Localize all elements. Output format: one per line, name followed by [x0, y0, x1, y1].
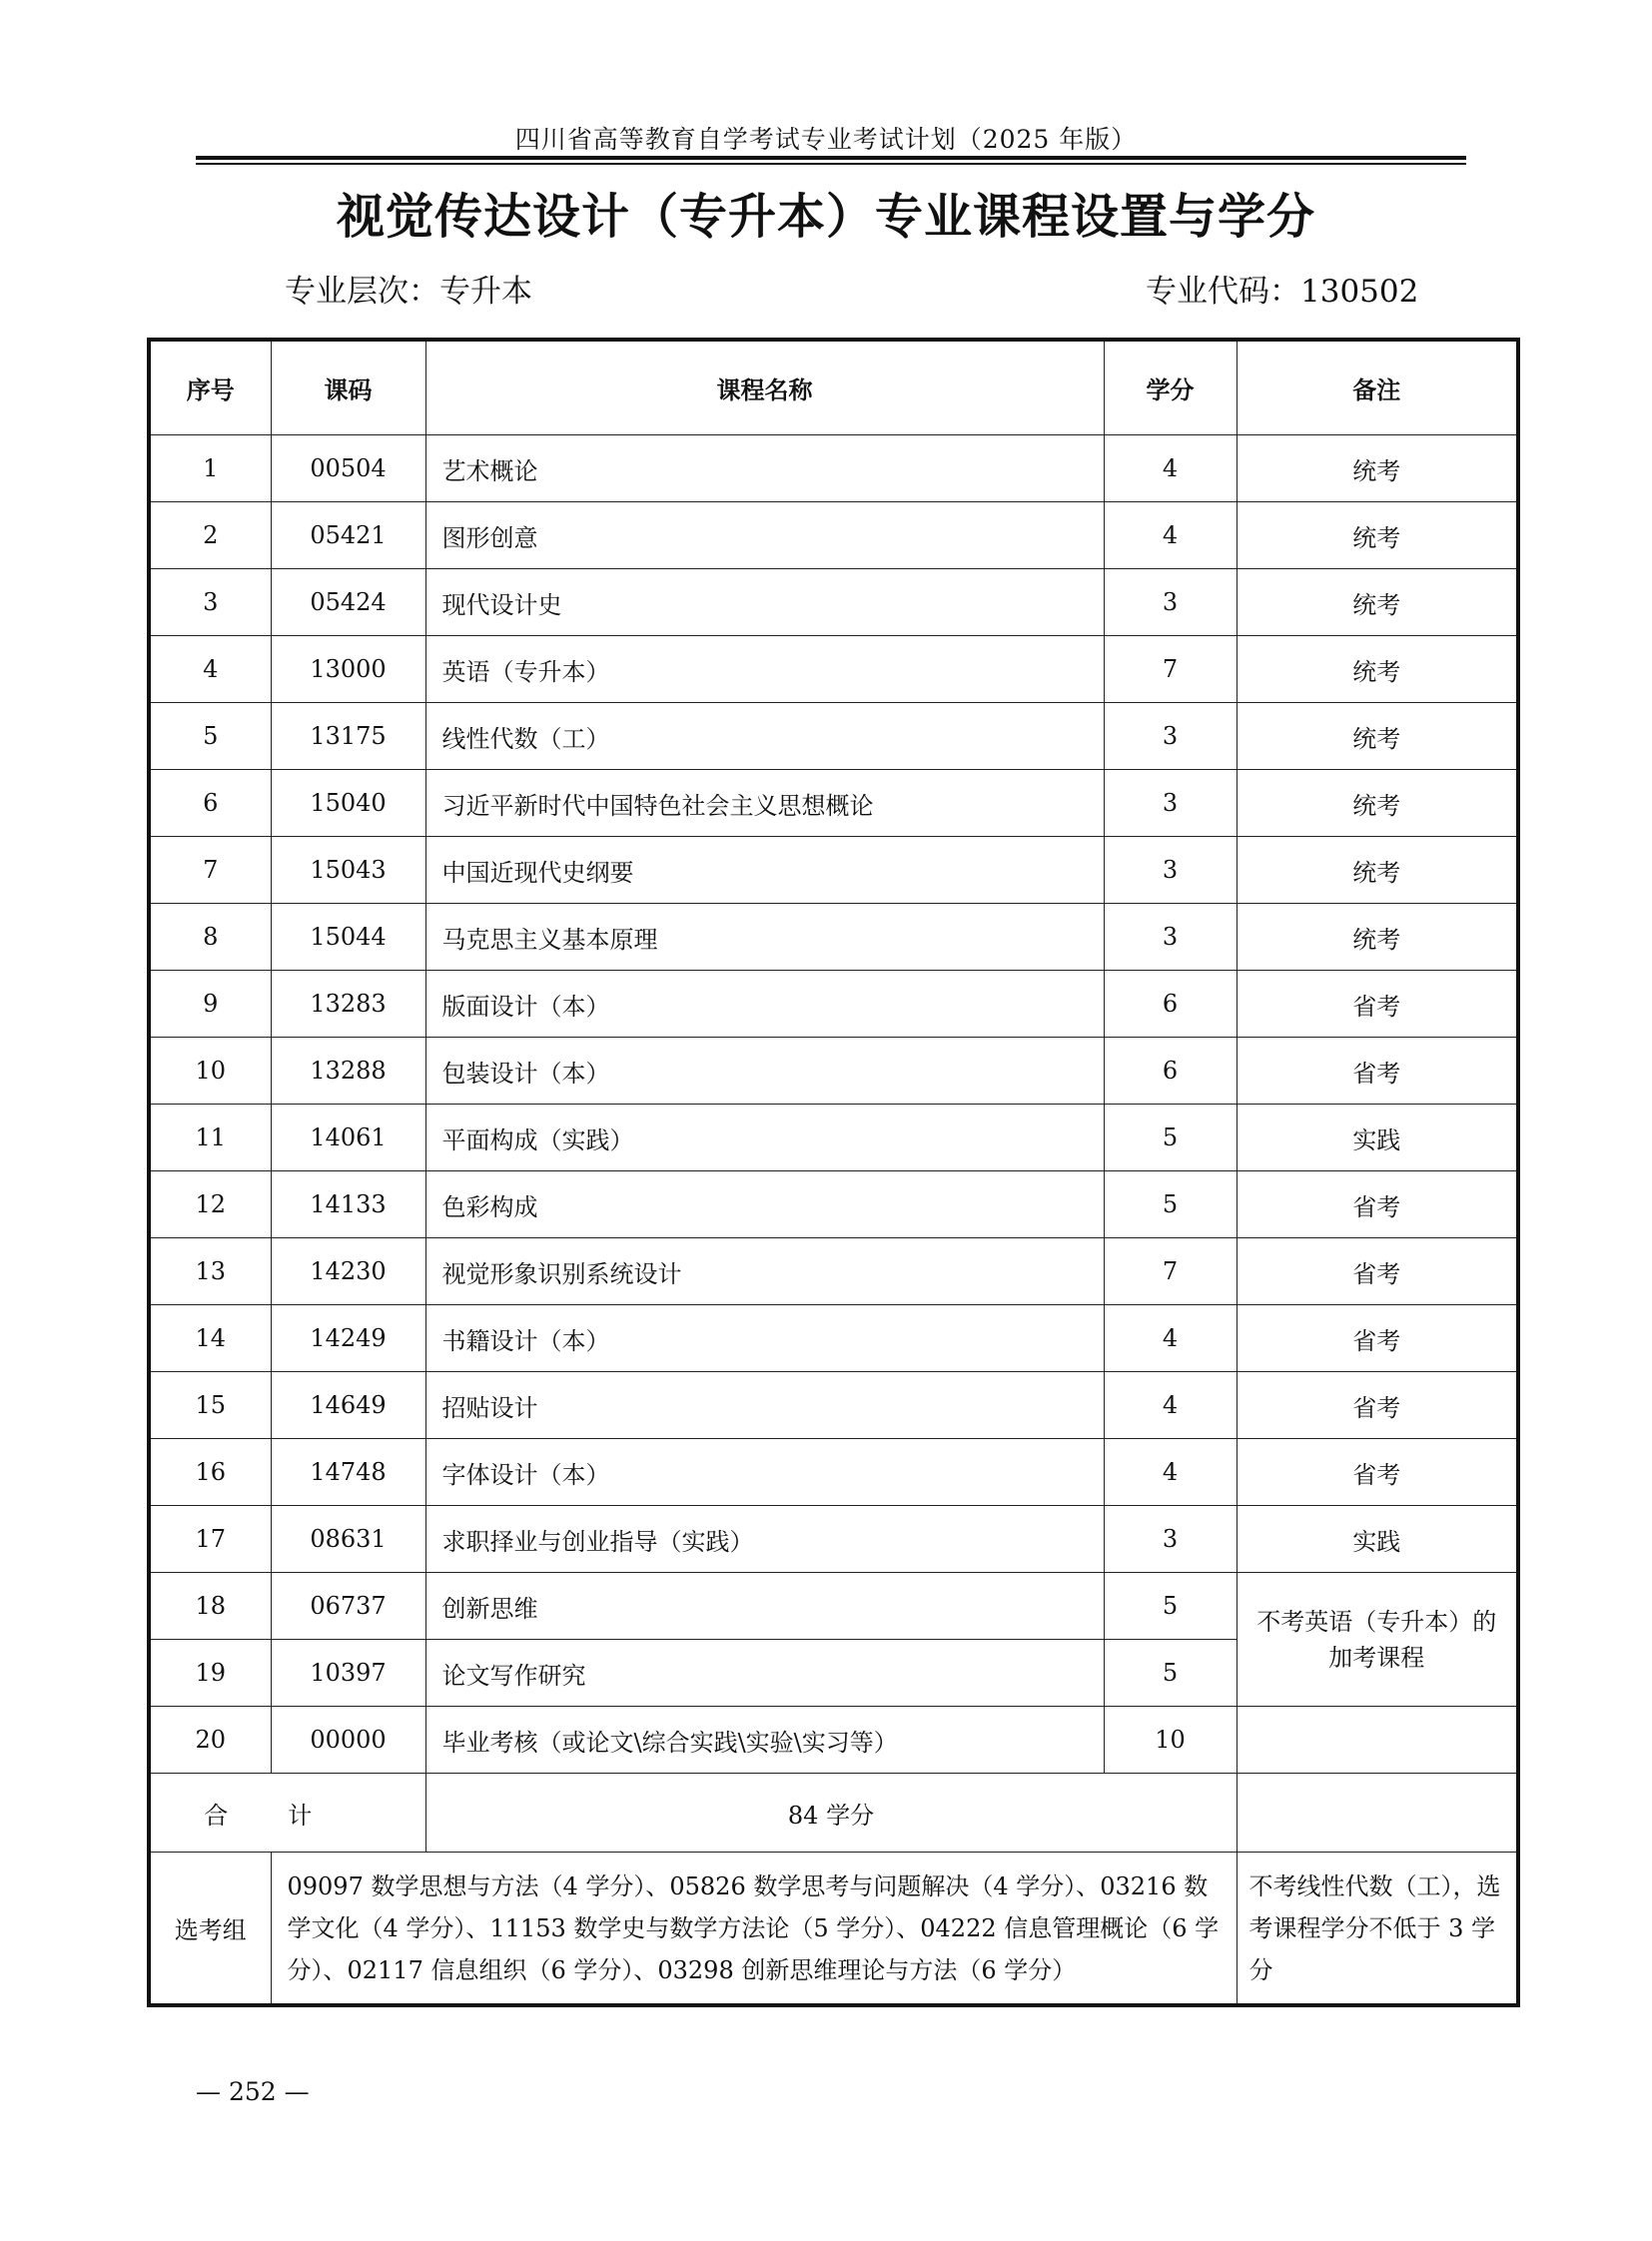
cell-note: 统考 [1237, 837, 1518, 904]
cell-code: 05424 [271, 569, 425, 636]
cell-name: 马克思主义基本原理 [425, 904, 1104, 971]
major-code [1146, 266, 1418, 311]
cell-code: 13000 [271, 636, 425, 703]
cell-credit: 6 [1104, 971, 1237, 1038]
cell-code: 15043 [271, 837, 425, 904]
cell-note-merged: 不考英语（专升本）的加考课程 [1237, 1573, 1518, 1707]
total-label: 合计 [149, 1774, 425, 1853]
major-code-value: 130502 [1300, 274, 1419, 310]
cell-note: 省考 [1237, 1171, 1518, 1238]
cell-note [1237, 1707, 1518, 1774]
cell-credit: 10 [1104, 1707, 1237, 1774]
cell-no: 14 [149, 1305, 271, 1372]
major-level-value: 专升本 [439, 274, 532, 310]
cell-no: 1 [149, 435, 271, 502]
elective-note: 不考线性代数（工），选考课程学分不低于 3 学分 [1237, 1853, 1518, 2006]
cell-no: 2 [149, 502, 271, 569]
cell-name: 英语（专升本） [425, 636, 1104, 703]
cell-note: 省考 [1237, 971, 1518, 1038]
cell-no: 4 [149, 636, 271, 703]
total-value: 84 学分 [425, 1774, 1237, 1853]
cell-no: 3 [149, 569, 271, 636]
cell-name: 艺术概论 [425, 435, 1104, 502]
cell-code: 14230 [271, 1238, 425, 1305]
cell-no: 11 [149, 1105, 271, 1171]
cell-note: 统考 [1237, 502, 1518, 569]
cell-no: 20 [149, 1707, 271, 1774]
elective-label: 选考组 [149, 1853, 271, 2006]
table-row [149, 1038, 1518, 1105]
course-table [147, 338, 1520, 2007]
page-title: 视觉传达设计（专升本）专业课程设置与学分 [336, 189, 1315, 245]
cell-code: 06737 [271, 1573, 425, 1640]
cell-name: 图形创意 [425, 502, 1104, 569]
cell-name: 版面设计（本） [425, 971, 1104, 1038]
cell-name: 习近平新时代中国特色社会主义思想概论 [425, 770, 1104, 837]
table-row [149, 1372, 1518, 1439]
cell-code: 14649 [271, 1372, 425, 1439]
table-row [149, 1105, 1518, 1171]
cell-credit: 5 [1104, 1640, 1237, 1707]
cell-credit: 3 [1104, 703, 1237, 770]
major-level-label: 专业层次： [285, 274, 439, 310]
cell-no: 8 [149, 904, 271, 971]
cell-credit: 4 [1104, 1372, 1237, 1439]
table-row [149, 1171, 1518, 1238]
table-row [149, 703, 1518, 770]
cell-note: 省考 [1237, 1238, 1518, 1305]
page-number: — 252 — [196, 2077, 310, 2106]
table-row [149, 502, 1518, 569]
column-header-name: 课程名称 [425, 340, 1104, 435]
cell-code: 13288 [271, 1038, 425, 1105]
cell-no: 16 [149, 1439, 271, 1506]
cell-no: 9 [149, 971, 271, 1038]
column-header-note: 备注 [1237, 340, 1518, 435]
cell-no: 13 [149, 1238, 271, 1305]
cell-note: 省考 [1237, 1038, 1518, 1105]
cell-no: 7 [149, 837, 271, 904]
cell-code: 14061 [271, 1105, 425, 1171]
total-note [1237, 1774, 1518, 1853]
table-row [149, 904, 1518, 971]
table-row [149, 1238, 1518, 1305]
cell-code: 13175 [271, 703, 425, 770]
cell-code: 13283 [271, 971, 425, 1038]
cell-name: 视觉形象识别系统设计 [425, 1238, 1104, 1305]
table-row [149, 1707, 1518, 1774]
cell-name: 包装设计（本） [425, 1038, 1104, 1105]
cell-no: 17 [149, 1506, 271, 1573]
cell-name: 现代设计史 [425, 569, 1104, 636]
cell-no: 19 [149, 1640, 271, 1707]
elective-row [149, 1853, 1518, 2006]
table-row [149, 1439, 1518, 1506]
cell-note: 省考 [1237, 1372, 1518, 1439]
table-row [149, 1305, 1518, 1372]
cell-name: 字体设计（本） [425, 1439, 1104, 1506]
cell-code: 15044 [271, 904, 425, 971]
header-rule-thick [196, 156, 1466, 160]
cell-credit: 7 [1104, 1238, 1237, 1305]
table-row [149, 1573, 1518, 1640]
cell-note: 实践 [1237, 1506, 1518, 1573]
cell-credit: 4 [1104, 435, 1237, 502]
cell-credit: 3 [1104, 770, 1237, 837]
cell-note: 统考 [1237, 636, 1518, 703]
major-code-label: 专业代码： [1146, 274, 1300, 310]
cell-credit: 4 [1104, 1305, 1237, 1372]
cell-credit: 3 [1104, 1506, 1237, 1573]
cell-note: 统考 [1237, 569, 1518, 636]
major-level [285, 266, 532, 311]
cell-credit: 5 [1104, 1171, 1237, 1238]
cell-credit: 3 [1104, 569, 1237, 636]
column-header-no: 序号 [149, 340, 271, 435]
cell-no: 15 [149, 1372, 271, 1439]
table-header-row [149, 340, 1518, 435]
cell-no: 10 [149, 1038, 271, 1105]
cell-code: 00000 [271, 1707, 425, 1774]
column-header-credit: 学分 [1104, 340, 1237, 435]
table-row [149, 770, 1518, 837]
cell-code: 14748 [271, 1439, 425, 1506]
cell-credit: 5 [1104, 1105, 1237, 1171]
column-header-code: 课码 [271, 340, 425, 435]
cell-credit: 4 [1104, 502, 1237, 569]
cell-name: 中国近现代史纲要 [425, 837, 1104, 904]
table-row [149, 837, 1518, 904]
cell-no: 6 [149, 770, 271, 837]
cell-note: 实践 [1237, 1105, 1518, 1171]
cell-name: 平面构成（实践） [425, 1105, 1104, 1171]
cell-note: 省考 [1237, 1305, 1518, 1372]
cell-no: 5 [149, 703, 271, 770]
cell-note: 统考 [1237, 703, 1518, 770]
table-row [149, 435, 1518, 502]
cell-credit: 7 [1104, 636, 1237, 703]
cell-name: 论文写作研究 [425, 1640, 1104, 1707]
cell-name: 求职择业与创业指导（实践） [425, 1506, 1104, 1573]
cell-code: 10397 [271, 1640, 425, 1707]
cell-credit: 3 [1104, 837, 1237, 904]
table-row [149, 1506, 1518, 1573]
cell-note: 统考 [1237, 435, 1518, 502]
cell-code: 14133 [271, 1171, 425, 1238]
table-row [149, 569, 1518, 636]
header-rule-thin [196, 163, 1466, 165]
cell-code: 14249 [271, 1305, 425, 1372]
cell-name: 书籍设计（本） [425, 1305, 1104, 1372]
table-row [149, 636, 1518, 703]
cell-note: 统考 [1237, 770, 1518, 837]
cell-credit: 6 [1104, 1038, 1237, 1105]
cell-code: 08631 [271, 1506, 425, 1573]
cell-name: 线性代数（工） [425, 703, 1104, 770]
cell-code: 05421 [271, 502, 425, 569]
cell-note: 省考 [1237, 1439, 1518, 1506]
cell-name: 毕业考核（或论文\综合实践\实验\实习等） [425, 1707, 1104, 1774]
elective-course-list: 09097 数学思想与方法（4 学分）、05826 数学思考与问题解决（4 学分）、03216 数学文化（4 学分）、11153 数学史与数学方法论（5 学分）、04222 信息管理概论（6 学分）、02117 信息组织（6 学分）、03298 创新思维理论与方法（6 学分） [271, 1853, 1237, 2006]
running-head: 四川省高等教育自学考试专业考试计划（2025 年版） [514, 125, 1138, 154]
cell-code: 00504 [271, 435, 425, 502]
cell-code: 15040 [271, 770, 425, 837]
cell-note: 统考 [1237, 904, 1518, 971]
cell-name: 色彩构成 [425, 1171, 1104, 1238]
cell-credit: 5 [1104, 1573, 1237, 1640]
cell-no: 18 [149, 1573, 271, 1640]
cell-name: 招贴设计 [425, 1372, 1104, 1439]
total-row [149, 1774, 1518, 1853]
table-row [149, 971, 1518, 1038]
cell-no: 12 [149, 1171, 271, 1238]
cell-name: 创新思维 [425, 1573, 1104, 1640]
cell-credit: 4 [1104, 1439, 1237, 1506]
cell-credit: 3 [1104, 904, 1237, 971]
